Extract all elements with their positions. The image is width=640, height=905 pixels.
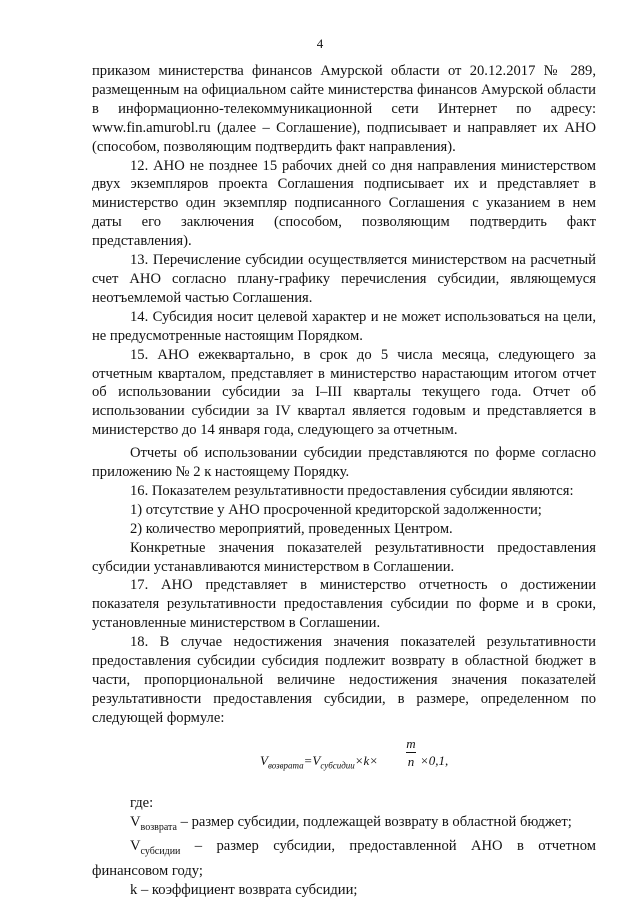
formula-left: $V_{возврата}=V_{субсидии}\times k\times$ <box>260 752 379 771</box>
paragraph-continuation: приказом министерства финансов Амурской области от 20.12.2017 № 289, размещенным на официальном сайте министерства финансов Амурской области в информационно-телекоммуникационной сети Интернет по адресу: www.fin.amurobl.ru (далее – Соглашение), подписывает и направляет их АНО (способом, позволяющим подтвердить факт направления). <box>92 63 596 155</box>
paragraph-14: 14. Субсидия носит целевой характер и не может использоваться на цели, не предусмотренные настоящим Порядком. <box>92 308 596 344</box>
paragraph-15-reports: Отчеты об использовании субсидии представляются по форме согласно приложению № 2 к настоящему Порядку. <box>92 445 596 481</box>
paragraph-16-values: Конкретные значения показателей результативности предоставления субсидии устанавливаются министерством в Соглашении. <box>92 539 596 575</box>
paragraph-12: 12. АНО не позднее 15 рабочих дней со дня направления министерством двух экземпляров проекта Соглашения подписывает их и представляет в министерство один экземпляр подписанного Соглашения с указанием в нем даты его заключения (способом, позволяющим подтвердить факт представления). <box>92 157 596 250</box>
formula-tail: ×0,1, <box>420 752 449 768</box>
return-formula <box>92 730 596 784</box>
definition-v-return: $V_{возврата}$ – размер субсидии, подлежащей возврату в областной бюджет; <box>130 813 572 833</box>
paragraph-16: 16. Показателем результативности предоставления субсидии являются: <box>130 482 574 499</box>
where-label: где: <box>130 794 154 811</box>
fraction-bar <box>406 752 416 753</box>
page-number: 4 <box>316 36 324 51</box>
definition-v-subsidy: $V_{субсидии}$ – размер субсидии, предоставленной АНО в отчетном финансовом году; <box>92 838 596 880</box>
definition-k: k – коэффициент возврата субсидии; <box>130 882 358 899</box>
paragraph-17: 17. АНО представляет в министерство отчетность о достижении показателя результативности предоставления субсидии по форме и в сроки, установленные министерством в Соглашении. <box>92 577 596 632</box>
formula-denominator: n <box>407 753 415 769</box>
paragraph-18: 18. В случае недостижения значения показателей результативности предоставления субсидии субсидия подлежит возврату в областной бюджет в части, пропорциональной величине недостижения значения показателей результативности предоставления субсидии, в размере, определенном по следующей формуле: <box>92 634 596 726</box>
document-body <box>92 62 596 900</box>
formula-fraction <box>406 736 416 769</box>
paragraph-15: 15. АНО ежеквартально, в срок до 5 числа месяца, следующего за отчетным кварталом, представляет в министерство нарастающим итогом отчет об использовании субсидии за I–III кварталы текущего года. Отчет об использовании субсидии за IV квартал является годовым и представляется в министерство до 14 января года, следующего за отчетным. <box>92 346 596 439</box>
paragraph-13: 13. Перечисление субсидии осуществляется министерством на расчетный счет АНО согласно плану-графику перечисления субсидии, являющемуся неотъемлемой частью Соглашения. <box>92 252 596 306</box>
paragraph-16-item-2: 2) количество мероприятий, проведенных Центром. <box>130 520 453 537</box>
paragraph-16-item-1: 1) отсутствие у АНО просроченной кредиторской задолженности; <box>130 501 542 518</box>
formula-numerator: m <box>406 735 416 751</box>
